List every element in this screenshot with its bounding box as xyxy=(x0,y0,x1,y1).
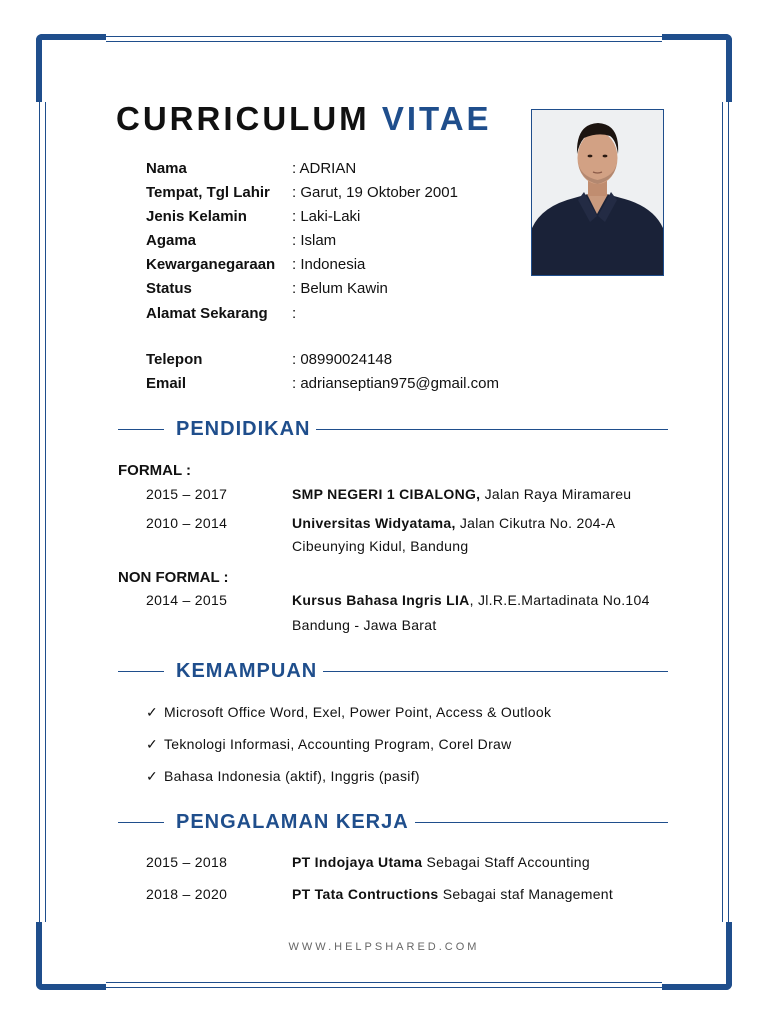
info-value: : Garut, 19 Oktober 2001 xyxy=(292,184,458,201)
course-address-continued: Bandung - Jawa Barat xyxy=(292,617,437,633)
section-heading-pengalaman xyxy=(118,811,668,833)
info-label: Kewarganegaraan xyxy=(146,256,276,273)
experience-desc xyxy=(292,886,613,902)
education-years: 2015 – 2017 xyxy=(146,486,228,502)
profile-photo xyxy=(531,109,664,276)
skill-text: Teknologi Informasi, Accounting Program, Corel Draw xyxy=(164,736,512,752)
footer-website: WWW.HELPSHARED.COM xyxy=(288,941,480,953)
title-part2: VITAE xyxy=(381,100,492,137)
education-desc xyxy=(292,592,650,608)
page-title xyxy=(116,100,492,138)
info-label: Telepon xyxy=(146,351,203,368)
heading-rule-right xyxy=(410,822,668,823)
frame-top-line xyxy=(106,36,662,37)
skill-item xyxy=(146,736,512,753)
frame-left-line-inner xyxy=(45,102,46,922)
frame-right-line xyxy=(728,102,729,922)
info-label: Tempat, Tgl Lahir xyxy=(146,184,270,201)
frame-bottom-line-inner xyxy=(106,982,662,983)
education-desc xyxy=(292,486,631,502)
company-name: PT Indojaya Utama xyxy=(292,854,423,870)
skill-text: Bahasa Indonesia (aktif), Inggris (pasif) xyxy=(164,768,420,784)
info-value: : ADRIAN xyxy=(292,160,357,177)
section-heading-pendidikan xyxy=(118,418,668,440)
course-name: Kursus Bahasa Ingris LIA xyxy=(292,592,470,608)
frame-corner-bottom-right-h xyxy=(662,984,732,990)
experience-desc xyxy=(292,854,590,870)
heading-rule-left xyxy=(118,671,164,672)
info-value: : Laki-Laki xyxy=(292,208,361,225)
section-title: PENDIDIKAN xyxy=(170,418,316,441)
frame-corner-top-left-h xyxy=(36,34,106,40)
frame-corner-bottom-right-v xyxy=(726,922,732,990)
company-name: PT Tata Contructions xyxy=(292,886,439,902)
school-address-continued: Cibeunying Kidul, Bandung xyxy=(292,538,469,554)
heading-rule-left xyxy=(118,822,164,823)
school-address: Jalan Raya Miramareu xyxy=(480,486,632,502)
info-value: : xyxy=(292,305,297,322)
section-heading-kemampuan xyxy=(118,660,668,682)
school-name: Universitas Widyatama, xyxy=(292,515,456,531)
frame-corner-top-right-h xyxy=(662,34,732,40)
job-role: Sebagai staf Management xyxy=(438,886,614,902)
nonformal-label: NON FORMAL : xyxy=(118,569,229,586)
skill-text: Microsoft Office Word, Exel, Power Point, Access & Outlook xyxy=(164,704,552,720)
school-address: Jalan Cikutra No. 204-A xyxy=(455,515,616,531)
education-desc xyxy=(292,515,615,531)
formal-label: FORMAL : xyxy=(118,462,192,479)
heading-rule-right xyxy=(318,671,668,672)
frame-corner-bottom-left-h xyxy=(36,984,106,990)
frame-top-line-inner xyxy=(106,41,662,42)
skill-item xyxy=(146,704,551,721)
info-label: Alamat Sekarang xyxy=(146,305,268,322)
frame-left-line xyxy=(39,102,40,922)
frame-right-line-inner xyxy=(722,102,723,922)
heading-rule-left xyxy=(118,429,164,430)
experience-years: 2015 – 2018 xyxy=(146,854,228,870)
checkmark-icon: ✓ xyxy=(146,768,159,784)
section-title: KEMAMPUAN xyxy=(170,660,323,683)
frame-corner-top-left-v xyxy=(36,34,42,102)
section-title: PENGALAMAN KERJA xyxy=(170,811,415,834)
education-years: 2014 – 2015 xyxy=(146,592,228,608)
skill-item xyxy=(146,768,420,785)
info-label: Email xyxy=(146,375,187,392)
info-value: : adrianseptian975@gmail.com xyxy=(292,375,500,392)
experience-years: 2018 – 2020 xyxy=(146,886,228,902)
heading-rule-right xyxy=(312,429,668,430)
school-name: SMP NEGERI 1 CIBALONG, xyxy=(292,486,481,502)
info-value: : Belum Kawin xyxy=(292,280,388,297)
job-role: Sebagai Staff Accounting xyxy=(422,854,590,870)
person-portrait-icon xyxy=(532,110,663,275)
info-label: Agama xyxy=(146,232,197,249)
frame-corner-top-right-v xyxy=(726,34,732,102)
frame-corner-bottom-left-v xyxy=(36,922,42,990)
info-label: Jenis Kelamin xyxy=(146,208,247,225)
checkmark-icon: ✓ xyxy=(146,704,159,720)
info-label: Status xyxy=(146,280,192,297)
info-value: : 08990024148 xyxy=(292,351,393,368)
info-label: Nama xyxy=(146,160,187,177)
education-years: 2010 – 2014 xyxy=(146,515,228,531)
course-address: , Jl.R.E.Martadinata No.104 xyxy=(469,592,650,608)
info-value: : Indonesia xyxy=(292,256,366,273)
title-part1: CURRICULUM xyxy=(116,100,370,137)
info-value: : Islam xyxy=(292,232,337,249)
frame-bottom-line xyxy=(106,987,662,988)
checkmark-icon: ✓ xyxy=(146,736,159,752)
